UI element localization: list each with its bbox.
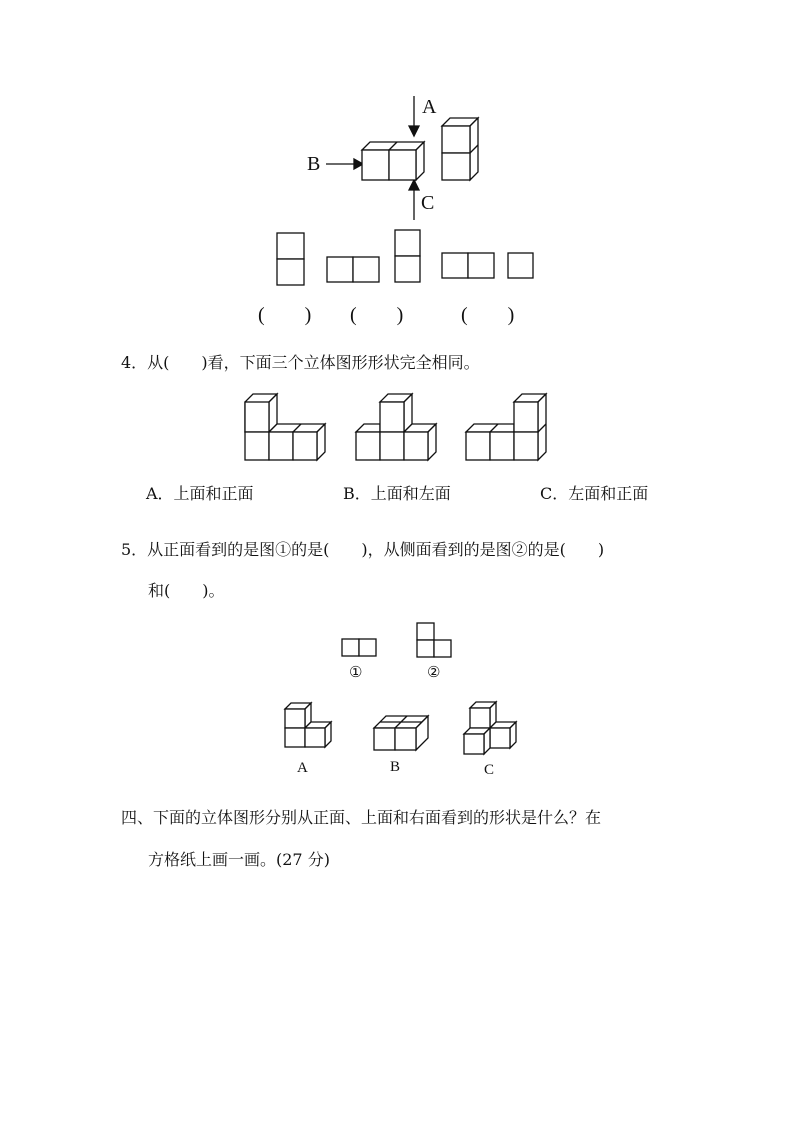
q4-solid-2 (354, 392, 442, 456)
q5-view-1 (341, 638, 379, 658)
view-shape-2 (326, 256, 382, 284)
q5-view-2-label: ② (427, 665, 441, 681)
q5-solid-a (284, 700, 340, 752)
q5-view-2 (416, 622, 454, 658)
q4-solid-3 (464, 392, 552, 456)
q4-option-c[interactable]: C．左面和正面 (540, 484, 649, 503)
view-shape-3 (394, 229, 422, 285)
view-label-c: C (421, 192, 435, 214)
q5-solid-c (462, 700, 520, 758)
view-shape-1 (276, 232, 306, 288)
view-label-a: A (422, 96, 437, 118)
view-shape-4 (441, 252, 497, 280)
q5-view-1-label: ① (349, 665, 363, 681)
view-label-b: B (307, 153, 321, 175)
answer-blank-3[interactable]: ( ) (461, 304, 515, 326)
answer-blank-1[interactable]: ( ) (258, 304, 312, 326)
q5-solid-b-label: B (390, 759, 401, 775)
q5-solid-a-label: A (297, 760, 308, 776)
question-5-line-2: 和( )。 (148, 581, 225, 600)
question-4-text: 4．从( )看，下面三个立体图形形状完全相同。 (121, 353, 480, 372)
two-cube-horizontal-solid (360, 140, 430, 182)
arrow-down-icon (408, 96, 420, 138)
question-5-line-1: 5．从正面看到的是图①的是( )，从侧面看到的是图②的是( ) (121, 540, 605, 559)
view-shape-5 (507, 252, 535, 280)
q5-solid-c-label: C (484, 762, 495, 778)
section-4-line-2: 方格纸上画一画。(27 分) (148, 850, 330, 869)
q4-solid-1 (243, 392, 331, 456)
q4-option-b[interactable]: B．上面和左面 (343, 484, 451, 503)
arrow-up-icon (408, 180, 420, 222)
answer-blank-2[interactable]: ( ) (350, 304, 404, 326)
two-cube-vertical-solid (440, 116, 484, 182)
q5-solid-b (372, 714, 432, 754)
section-4-line-1: 四、下面的立体图形分别从正面、上面和右面看到的形状是什么？在 (121, 808, 602, 827)
q4-option-a[interactable]: A．上面和正面 (146, 484, 254, 503)
